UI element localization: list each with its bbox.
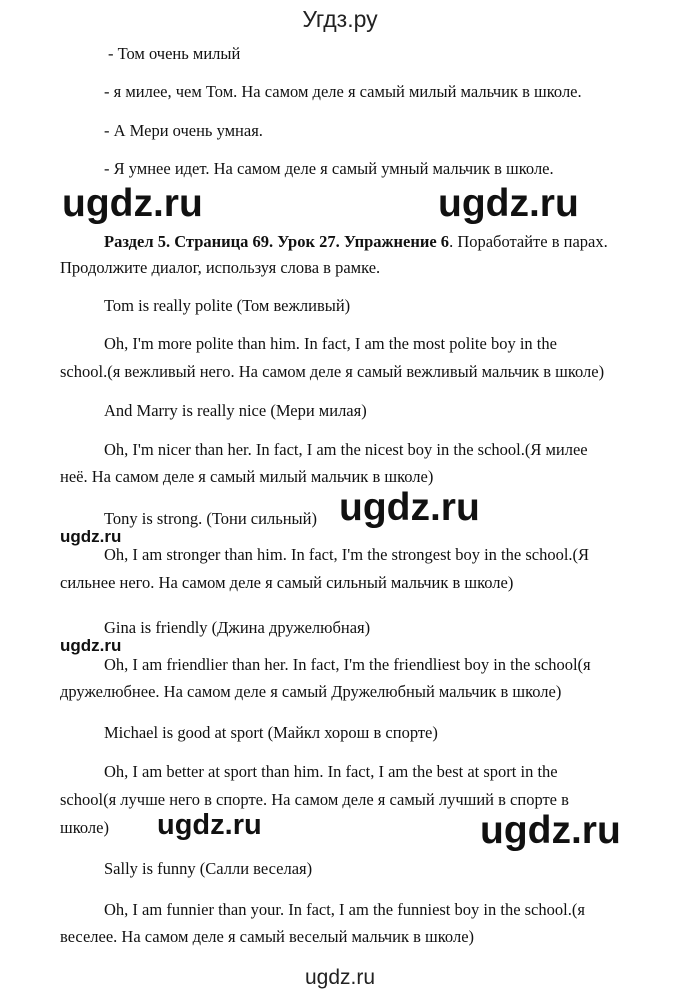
- text-line: - Том очень милый: [108, 44, 241, 63]
- watermark: ugdz.ru: [60, 527, 122, 546]
- text-line: - я милее, чем Том. На самом деле я самый милый мальчик в школе.: [104, 82, 582, 101]
- dialog-line: дружелюбнее. На самом деле я самый Дружелюбный мальчик в школе): [60, 682, 562, 701]
- dialog-line: школе): [60, 818, 109, 837]
- dialog-line: Tom is really polite (Том вежливый): [104, 296, 351, 315]
- dialog-line: Sally is funny (Салли веселая): [104, 859, 313, 878]
- watermark: ugdz.ru: [157, 809, 262, 841]
- dialog-line: Tony is strong. (Тони сильный): [104, 509, 317, 528]
- dialog-line: school(я лучше него в спорте. На самом деле я самый лучший в спорте в: [60, 790, 569, 809]
- text-line: Продолжите диалог, используя слова в рамке.: [60, 258, 381, 277]
- watermark: ugdz.ru: [339, 486, 480, 529]
- dialog-line: веселее. На самом деле я самый веселый мальчик в школе): [60, 927, 475, 946]
- dialog-line: сильнее него. На самом деле я самый сильный мальчик в школе): [60, 573, 514, 592]
- dialog-line: And Marry is really nice (Мери милая): [104, 401, 367, 420]
- dialog-line: Oh, I am stronger than him. In fact, I'm the strongest boy in the school.(Я: [104, 545, 590, 564]
- dialog-line: Oh, I am funnier than your. In fact, I am the funniest boy in the school.(я: [104, 900, 585, 919]
- site-footer: ugdz.ru: [304, 966, 376, 989]
- exercise-title: Раздел 5. Страница 69. Урок 27. Упражнение 6: [104, 232, 450, 251]
- exercise-heading: [104, 232, 608, 252]
- dialog-line: Gina is friendly (Джина дружелюбная): [104, 618, 371, 637]
- exercise-task: . Поработайте в парах.: [449, 232, 608, 251]
- dialog-line: school.(я вежливый него. На самом деле я самый вежливый мальчик в школе): [60, 362, 605, 381]
- dialog-line: Oh, I am better at sport than him. In fact, I am the best at sport in the: [104, 762, 558, 781]
- text-line: - А Мери очень умная.: [104, 121, 263, 140]
- watermark: ugdz.ru: [60, 636, 122, 655]
- site-header: Угдз.ру: [302, 6, 378, 32]
- text-line: - Я умнее идет. На самом деле я самый умный мальчик в школе.: [104, 159, 554, 178]
- watermark: ugdz.ru: [62, 182, 203, 225]
- dialog-line: Oh, I'm nicer than her. In fact, I am the nicest boy in the school.(Я милее: [104, 440, 588, 459]
- dialog-line: Michael is good at sport (Майкл хорош в спорте): [104, 723, 438, 742]
- watermark: ugdz.ru: [480, 809, 621, 852]
- dialog-line: Oh, I am friendlier than her. In fact, I'm the friendliest boy in the school(я: [104, 655, 591, 674]
- dialog-line: Oh, I'm more polite than him. In fact, I am the most polite boy in the: [104, 334, 557, 353]
- watermark: ugdz.ru: [438, 182, 579, 225]
- dialog-line: неё. На самом деле я самый милый мальчик в школе): [60, 467, 434, 486]
